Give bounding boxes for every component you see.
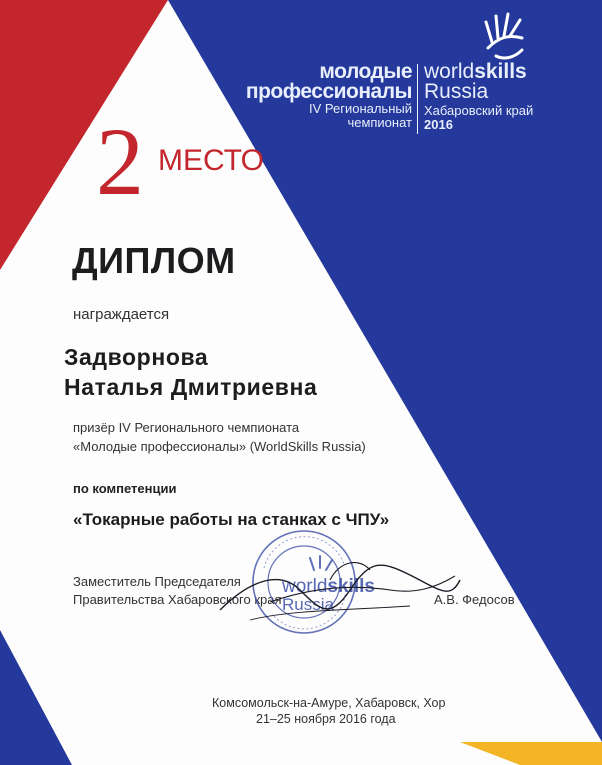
worldskills-logo-icon <box>478 8 530 64</box>
place-number: 2 <box>96 108 144 215</box>
stamp-world: world <box>282 576 328 597</box>
awarded-text: награждается <box>73 306 170 323</box>
championship-line2: чемпионат <box>347 115 412 130</box>
signer-name: А.В. Федосов <box>434 592 515 607</box>
description-line2: «Молодые профессионалы» (WorldSkills Russia) <box>73 439 366 454</box>
worldskills-country: Russia <box>424 80 489 103</box>
worldskills-block <box>424 62 533 132</box>
blue-triangle-left <box>0 630 72 765</box>
diploma-title: ДИПЛОМ <box>72 240 236 281</box>
yellow-triangle <box>460 742 602 765</box>
signer-position-line2: Правительства Хабаровского края <box>73 592 282 607</box>
description-line1: призёр IV Регионального чемпионата <box>73 420 300 435</box>
wordmark-skills: skills <box>474 60 527 83</box>
championship-line1: IV Региональный <box>308 101 412 116</box>
year: 2016 <box>424 117 453 132</box>
event-location: Комсомольск-на-Амуре, Хабаровск, Хор <box>212 696 446 710</box>
stamp-country: Russia <box>282 595 334 614</box>
brand-line2: профессионалы <box>245 80 412 103</box>
brand-divider <box>417 64 418 134</box>
worldskills-wordmark <box>424 62 533 82</box>
competence-label: по компетенции <box>73 481 177 496</box>
recipient-given-names: Наталья Дмитриевна <box>64 374 318 400</box>
region: Хабаровский край <box>424 103 534 118</box>
recipient-surname: Задворнова <box>64 344 209 370</box>
brand-block <box>246 62 412 130</box>
wordmark-world: world <box>424 60 475 83</box>
competence-value: «Токарные работы на станках с ЧПУ» <box>73 510 390 529</box>
signer-position-line1: Заместитель Председателя <box>73 574 241 589</box>
event-dates: 21–25 ноября 2016 года <box>256 712 396 726</box>
place-word: МЕСТО <box>158 144 264 177</box>
brand-line1: молодые <box>319 60 412 83</box>
handwritten-signature <box>210 540 470 630</box>
stamp-skills: skills <box>327 576 375 597</box>
